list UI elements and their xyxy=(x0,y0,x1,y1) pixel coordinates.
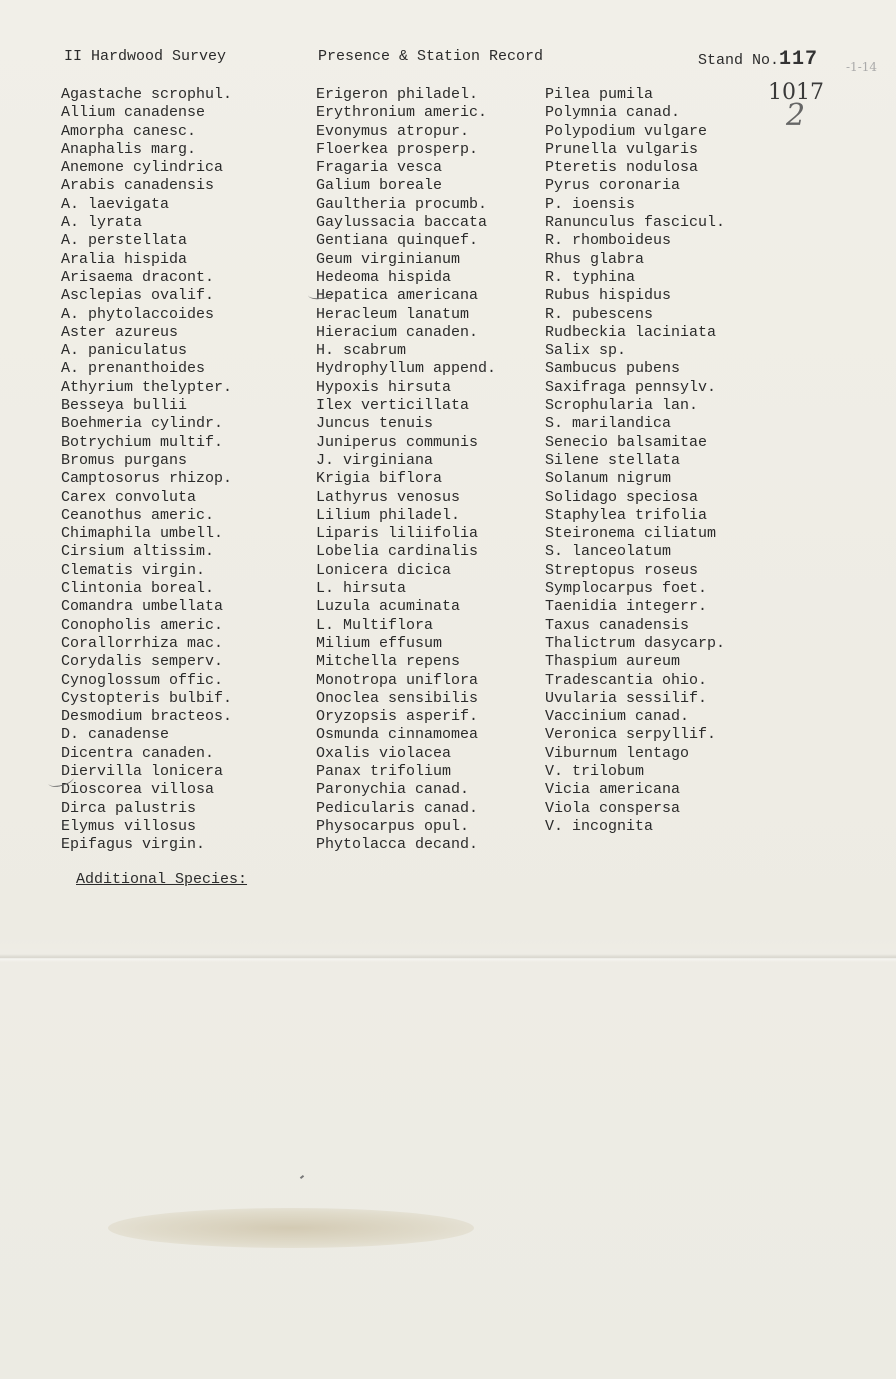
species-item: Scrophularia lan. xyxy=(545,397,699,415)
species-item: Lonicera dicica xyxy=(316,561,452,579)
species-item: Cirsium altissim. xyxy=(61,543,215,561)
species-item: Amorpha canesc. xyxy=(61,122,197,140)
record-title: Presence & Station Record xyxy=(318,48,544,65)
species-item: Floerkea prosperp. xyxy=(316,140,479,158)
species-item: Aralia hispida xyxy=(61,250,188,268)
species-item: Agastache scrophul. xyxy=(61,86,233,103)
species-item: Galium boreale xyxy=(316,177,443,195)
species-item: R. pubescens xyxy=(545,305,654,323)
species-item: Polymnia canad. xyxy=(545,104,681,122)
species-item: Viburnum lentago xyxy=(545,744,690,762)
species-item: Fragaria vesca xyxy=(316,159,443,177)
species-item: Hydrophyllum append. xyxy=(316,360,497,378)
handwritten-mark: 2 xyxy=(786,98,806,133)
species-item: A. perstellata xyxy=(61,232,188,250)
species-item: Rhus glabra xyxy=(545,250,645,268)
species-item: Evonymus atropur. xyxy=(316,122,470,140)
species-item: Diervilla lonicera xyxy=(61,762,224,780)
species-item: Arabis canadensis xyxy=(61,177,215,195)
species-item: Taenidia integerr. xyxy=(545,598,708,616)
species-item: Botrychium multif. xyxy=(61,433,224,451)
paper-fold-line xyxy=(0,954,896,962)
species-item: Monotropa uniflora xyxy=(316,671,479,689)
species-item: Allium canadense xyxy=(61,104,206,122)
species-item: A. prenanthoides xyxy=(61,360,206,378)
species-item: Thalictrum dasycarp. xyxy=(545,634,726,652)
species-item: Tradescantia ohio. xyxy=(545,671,708,689)
species-item: Uvularia sessilif. xyxy=(545,689,708,707)
species-item: Cynoglossum offic. xyxy=(61,671,224,689)
species-item: L. hirsuta xyxy=(316,580,407,598)
species-item: Oxalis violacea xyxy=(316,744,452,762)
species-item: A. laevigata xyxy=(61,195,170,213)
species-item: Vaccinium canad. xyxy=(545,708,690,726)
species-item: Saxifraga pennsylv. xyxy=(545,378,717,396)
species-item: Carex convoluta xyxy=(61,488,197,506)
species-item: Physocarpus opul. xyxy=(316,817,470,835)
species-item: Athyrium thelypter. xyxy=(61,378,233,396)
species-item: Cystopteris bulbif. xyxy=(61,689,233,707)
species-item: Arisaema dracont. xyxy=(61,268,215,286)
species-item: Lobelia cardinalis xyxy=(316,543,479,561)
species-item: Milium effusum xyxy=(316,634,443,652)
species-item: Panax trifolium xyxy=(316,762,452,780)
species-item: Luzula acuminata xyxy=(316,598,461,616)
species-item: V. incognita xyxy=(545,817,654,835)
species-item: Ilex verticillata xyxy=(316,397,470,415)
species-item: Dicentra canaden. xyxy=(61,744,215,762)
species-item: Onoclea sensibilis xyxy=(316,689,479,707)
species-item: Elymus villosus xyxy=(61,817,197,835)
additional-species-label: Additional Species: xyxy=(76,871,248,888)
species-item: Heracleum lanatum xyxy=(316,305,470,323)
species-item: Sambucus pubens xyxy=(545,360,681,378)
species-item: Gaylussacia baccata xyxy=(316,214,488,232)
species-item: Besseya bullii xyxy=(61,397,188,415)
species-item: V. trilobum xyxy=(545,762,645,780)
species-item: D. canadense xyxy=(61,726,170,744)
species-item: Veronica serpyllif. xyxy=(545,726,717,744)
species-item: Pyrus coronaria xyxy=(545,177,681,195)
species-item: Juncus tenuis xyxy=(316,415,434,433)
stand-number: 117 xyxy=(779,48,819,71)
species-item: Symplocarpus foet. xyxy=(545,580,708,598)
species-item: Gentiana quinquef. xyxy=(316,232,479,250)
species-item: Thaspium aureum xyxy=(545,653,681,671)
species-item: Rudbeckia laciniata xyxy=(545,323,717,341)
species-item: Corydalis semperv. xyxy=(61,653,224,671)
species-item: Anaphalis marg. xyxy=(61,140,197,158)
species-item: Pilea pumila xyxy=(545,86,654,103)
survey-title: II Hardwood Survey xyxy=(64,48,227,65)
species-item: H. scabrum xyxy=(316,342,407,360)
stand-number-field xyxy=(698,48,818,71)
species-item: A. paniculatus xyxy=(61,342,188,360)
species-column-1 xyxy=(61,86,232,854)
species-item: R. typhina xyxy=(545,268,636,286)
species-item: Lathyrus venosus xyxy=(316,488,461,506)
species-item: Pteretis nodulosa xyxy=(545,159,699,177)
species-item: Dirca palustris xyxy=(61,799,197,817)
species-item: Krigia biflora xyxy=(316,470,443,488)
species-item: Taxus canadensis xyxy=(545,616,690,634)
species-item: Viola conspersa xyxy=(545,799,681,817)
species-item: Oryzopsis asperif. xyxy=(316,708,479,726)
species-item: Bromus purgans xyxy=(61,451,188,469)
species-item: J. virginiana xyxy=(316,451,434,469)
species-item: Corallorrhiza mac. xyxy=(61,634,224,652)
handwritten-number: 1017 xyxy=(768,80,824,105)
species-item: R. rhomboideus xyxy=(545,232,672,250)
species-item: Gaultheria procumb. xyxy=(316,195,488,213)
species-item: Paronychia canad. xyxy=(316,781,470,799)
species-item: S. marilandica xyxy=(545,415,672,433)
species-item: Solidago speciosa xyxy=(545,488,699,506)
species-item: Solanum nigrum xyxy=(545,470,672,488)
species-item: S. lanceolatum xyxy=(545,543,672,561)
species-item: P. ioensis xyxy=(545,195,636,213)
species-item: Clintonia boreal. xyxy=(61,580,215,598)
species-item: L. Multiflora xyxy=(316,616,434,634)
species-item: Aster azureus xyxy=(61,323,179,341)
species-item: Hieracium canaden. xyxy=(316,323,479,341)
species-column-3 xyxy=(545,86,725,836)
species-column-2 xyxy=(316,86,496,854)
paper-stain xyxy=(108,1208,474,1248)
species-item: A. lyrata xyxy=(61,214,143,232)
species-item: Geum virginianum xyxy=(316,250,461,268)
species-item: Juniperus communis xyxy=(316,433,479,451)
species-item: Prunella vulgaris xyxy=(545,140,699,158)
species-item: Liparis liliifolia xyxy=(316,525,479,543)
species-item: Conopholis americ. xyxy=(61,616,224,634)
species-item: Rubus hispidus xyxy=(545,287,672,305)
species-item: Streptopus roseus xyxy=(545,561,699,579)
species-item: Senecio balsamitae xyxy=(545,433,708,451)
species-item: Comandra umbellata xyxy=(61,598,224,616)
paper-fleck xyxy=(300,1175,304,1179)
species-item: Polypodium vulgare xyxy=(545,122,708,140)
species-item: Vicia americana xyxy=(545,781,681,799)
species-item: Steironema ciliatum xyxy=(545,525,717,543)
species-item: Dioscorea villosa xyxy=(61,781,215,799)
species-item: Camptosorus rhizop. xyxy=(61,470,233,488)
species-item: Erigeron philadel. xyxy=(316,86,479,103)
species-item: Asclepias ovalif. xyxy=(61,287,215,305)
species-item: Mitchella repens xyxy=(316,653,461,671)
species-item: Anemone cylindrica xyxy=(61,159,224,177)
species-item: Phytolacca decand. xyxy=(316,836,479,854)
species-item: Ceanothus americ. xyxy=(61,506,215,524)
species-item: Erythronium americ. xyxy=(316,104,488,122)
species-item: Ranunculus fascicul. xyxy=(545,214,726,232)
species-item: Hedeoma hispida xyxy=(316,268,452,286)
species-item: Hypoxis hirsuta xyxy=(316,378,452,396)
species-item: Boehmeria cylindr. xyxy=(61,415,224,433)
species-item: Salix sp. xyxy=(545,342,627,360)
species-item: Clematis virgin. xyxy=(61,561,206,579)
handwritten-margin-note: -1-14 xyxy=(846,60,878,74)
species-item: Chimaphila umbell. xyxy=(61,525,224,543)
species-item: Hepatica americana xyxy=(316,287,479,305)
species-item: Desmodium bracteos. xyxy=(61,708,233,726)
species-item: Pedicularis canad. xyxy=(316,799,479,817)
species-item: Silene stellata xyxy=(545,451,681,469)
species-item: Epifagus virgin. xyxy=(61,836,206,854)
species-item: Osmunda cinnamomea xyxy=(316,726,479,744)
species-item: Staphylea trifolia xyxy=(545,506,708,524)
species-item: Lilium philadel. xyxy=(316,506,461,524)
stand-label: Stand No. xyxy=(698,52,780,69)
species-item: A. phytolaccoides xyxy=(61,305,215,323)
